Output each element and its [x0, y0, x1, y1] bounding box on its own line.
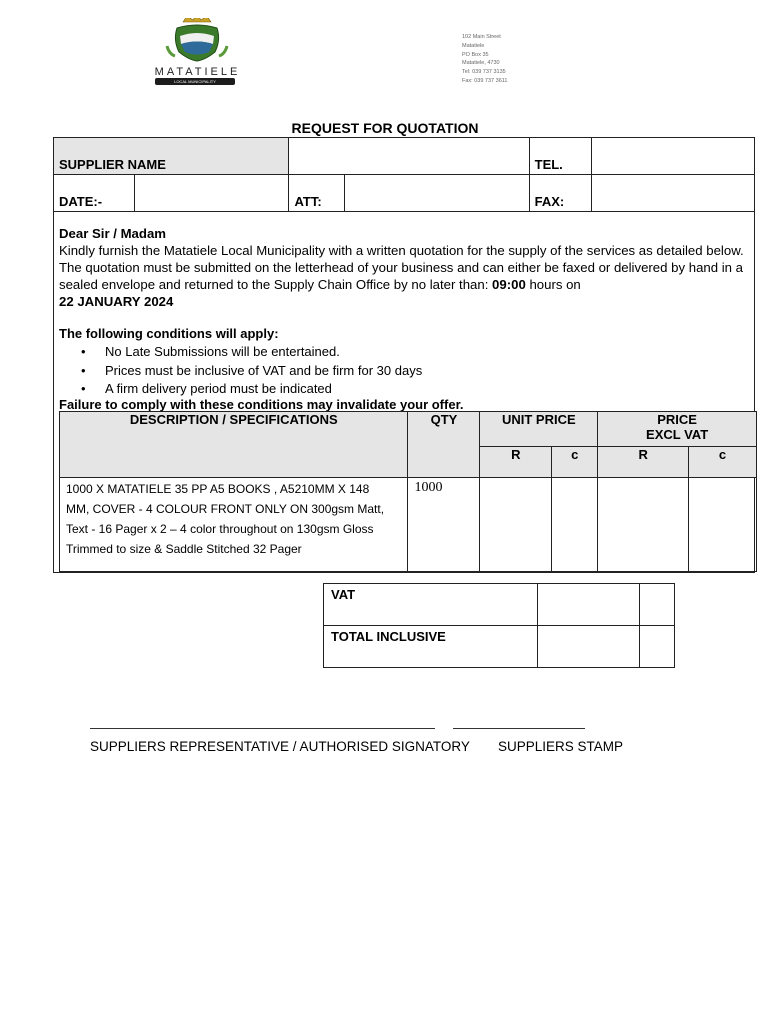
- condition-item: • No Late Submissions will be entertained.: [59, 343, 422, 362]
- supplier-header-table: [53, 137, 755, 212]
- hours-on-text: hours on: [525, 277, 581, 292]
- tel-label: TEL.: [529, 138, 592, 175]
- stamp-label: SUPPLIERS STAMP: [498, 739, 624, 754]
- fax-label: FAX:: [529, 175, 592, 212]
- signatory-label: SUPPLIERS REPRESENTATIVE / AUTHORISED SIGNATORY: [90, 739, 470, 754]
- item-description: [60, 478, 408, 572]
- unit-price-r-field[interactable]: [480, 478, 552, 572]
- logo-banner: LOCAL MUNICIPALITY: [155, 78, 235, 85]
- stamp-line[interactable]: [453, 728, 585, 729]
- date-label: DATE:-: [54, 175, 135, 212]
- totals-table: [323, 583, 675, 668]
- address-line: Tel: 039 737 3135: [462, 69, 506, 76]
- col-qty-header: QTY: [408, 412, 480, 478]
- item-qty: 1000: [408, 478, 480, 572]
- letter-body: [59, 225, 751, 310]
- price-r-header: R: [598, 447, 689, 478]
- description-line: Text - 16 Pager x 2 – 4 color throughout on 130gsm Gloss: [66, 522, 374, 536]
- col-price-header: [598, 412, 757, 447]
- vat-c-field[interactable]: [640, 584, 675, 626]
- address-block: [462, 33, 507, 86]
- address-line: 102 Main Street: [462, 34, 501, 40]
- signature-line[interactable]: [90, 728, 435, 729]
- table-row: [60, 478, 757, 572]
- total-inclusive-label: TOTAL INCLUSIVE: [324, 626, 538, 668]
- price-c-header: c: [689, 447, 757, 478]
- deadline-time: 09:00: [492, 277, 526, 292]
- unit-price-r-header: R: [480, 447, 552, 478]
- description-line: Trimmed to size & Saddle Stitched 32 Pager: [66, 542, 302, 556]
- condition-item: • Prices must be inclusive of VAT and be firm for 30 days: [59, 362, 422, 381]
- address-line: PO Box 35: [462, 51, 489, 58]
- description-line: 1000 X MATATIELE 35 PP A5 BOOKS , A5210MM X 148: [66, 482, 370, 496]
- col-description-header: DESCRIPTION / SPECIFICATIONS: [60, 412, 408, 478]
- logo-wordmark: MATATIELE: [154, 66, 241, 78]
- items-table: [59, 411, 757, 572]
- price-line1: PRICE: [657, 412, 697, 427]
- failure-warning: Failure to comply with these conditions may invalidate your offer.: [59, 397, 464, 412]
- supplier-name-label: SUPPLIER NAME: [54, 138, 289, 175]
- condition-item: • A firm delivery period must be indicated: [59, 380, 422, 399]
- address-line: Matatiele, 4730: [462, 60, 500, 67]
- total-c-field[interactable]: [640, 626, 675, 668]
- conditions-heading: The following conditions will apply:: [59, 326, 279, 341]
- price-c-field[interactable]: [689, 478, 757, 572]
- address-line: Matatiele: [462, 42, 485, 49]
- document-title: REQUEST FOR QUOTATION: [291, 120, 479, 136]
- vat-r-field[interactable]: [537, 584, 639, 626]
- letter-paragraph: [59, 242, 751, 293]
- price-r-field[interactable]: [598, 478, 689, 572]
- unit-price-c-header: c: [552, 447, 598, 478]
- supplier-name-field[interactable]: [289, 138, 529, 175]
- unit-price-c-field[interactable]: [552, 478, 598, 572]
- col-unit-price-header: UNIT PRICE: [480, 412, 598, 447]
- conditions-list: [59, 343, 422, 399]
- price-line2: EXCL VAT: [646, 427, 709, 442]
- total-r-field[interactable]: [537, 626, 639, 668]
- vat-label: VAT: [324, 584, 538, 626]
- att-label: ATT:: [289, 175, 345, 212]
- deadline-date: 22 JANUARY 2024: [59, 294, 174, 309]
- letter-text: Kindly furnish the Matatiele Local Municipality with a written quotation for the supply of the services as detailed below. The quotation must be submitted on the letterhead of your business and can either be faxed or delivered by hand in a sealed envelope and returned to the Supply Chain Office by no later than:: [59, 243, 744, 292]
- description-line: MM, COVER - 4 COLOUR FRONT ONLY ON 300gsm Matt,: [66, 502, 385, 516]
- tel-field[interactable]: [592, 138, 755, 175]
- address-line: Fax: 039 737 3611: [462, 77, 508, 84]
- salutation: Dear Sir / Madam: [59, 226, 167, 241]
